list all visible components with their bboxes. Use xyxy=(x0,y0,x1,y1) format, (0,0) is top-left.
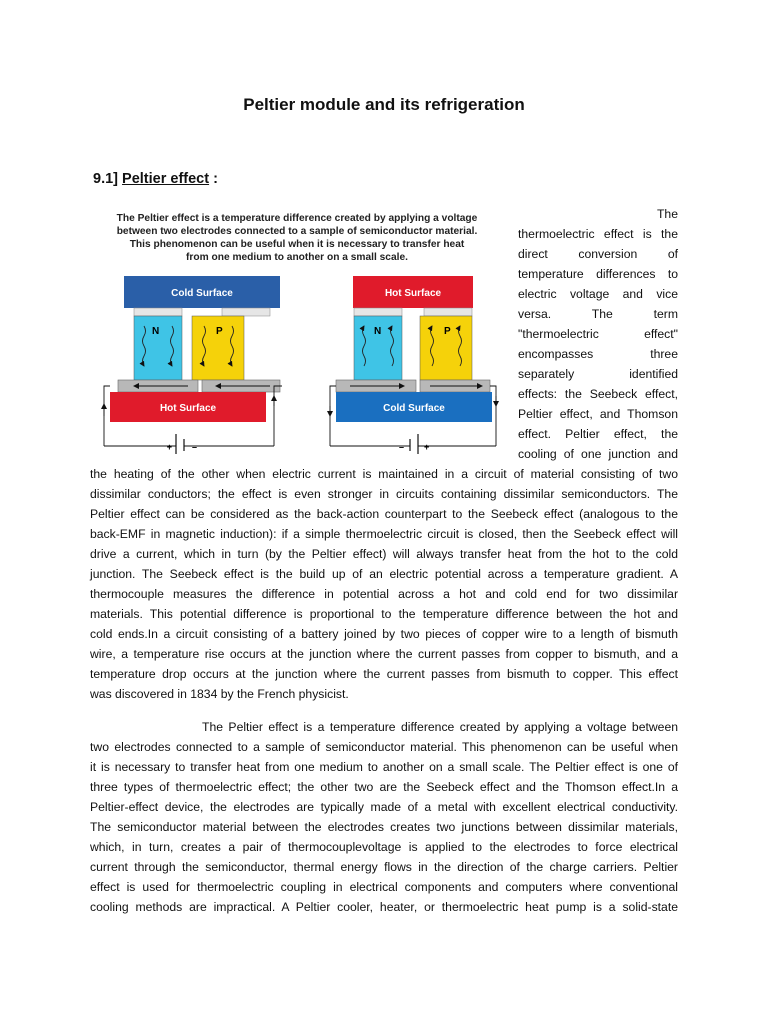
right-n-label: N xyxy=(374,326,382,337)
text-line: direct conversion of xyxy=(518,247,678,261)
text-line: cooling of one junction and xyxy=(518,447,678,461)
left-minus: – xyxy=(192,442,198,452)
text-line: drive a current, which in turn (by the Peltier effect) will always transfer heat from the hot to the cold xyxy=(90,547,678,561)
caption-line: This phenomenon can be useful when it is necessary to transfer heat xyxy=(129,239,465,250)
text-line: The Peltier effect is a temperature difference created by applying a voltage between xyxy=(202,720,678,734)
text-line: The xyxy=(656,207,678,221)
page-title: Peltier module and its refrigeration xyxy=(243,95,525,114)
right-plus: + xyxy=(424,442,430,452)
caption-line: from one medium to another on a small scale. xyxy=(186,252,408,263)
left-plus: + xyxy=(166,442,172,452)
right-top-label: Hot Surface xyxy=(384,288,442,299)
left-p-label: P xyxy=(216,326,223,337)
text-line: Peltier-effect device, the electrodes are typically made of a metal with excellent electrical conductivity. xyxy=(90,800,678,814)
text-line: Peltier effect, and Thomson xyxy=(518,407,678,421)
text-line: cooling methods are impractical. A Peltier cooler, heater, or thermoelectric heat pump is a solid-state xyxy=(90,900,678,914)
text-line: cold ends.In a circuit consisting of a battery joined by two pieces of copper wire to a length of bismuth xyxy=(90,627,678,641)
peltier-figure xyxy=(92,206,502,456)
text-line: versa. The term xyxy=(518,307,678,321)
text-line: effects: the Seebeck effect, xyxy=(518,387,678,401)
left-module xyxy=(104,276,282,454)
paragraph-1 xyxy=(90,464,678,704)
text-line: The semiconductor material between the electrodes creates two junctions between dissimilar materials, xyxy=(90,820,678,834)
caption-line: The Peltier effect is a temperature difference created by applying a voltage xyxy=(116,213,478,224)
text-line: wire, a temperature rise occurs at the junction where the current passes from copper to bismuth, and a xyxy=(90,647,678,661)
text-line: temperature differences to xyxy=(518,267,678,281)
paragraph-2 xyxy=(90,717,678,917)
left-top-label: Cold Surface xyxy=(171,288,233,299)
text-line: materials. This potential difference is proportional to the temperature difference between the hot and xyxy=(90,607,678,621)
text-line: junction. The Seebeck effect is the build up of an electric potential across a temperature gradient. A xyxy=(90,567,678,581)
right-minus: – xyxy=(398,442,404,452)
peltier-diagram xyxy=(92,206,502,456)
right-p-label: P xyxy=(444,326,451,337)
text-line: the heating of the other when electric current is maintained in a circuit of material consisting of two xyxy=(90,467,678,481)
text-line: was discovered in 1834 by the French physicist. xyxy=(90,687,349,701)
section-number: 9.1] xyxy=(93,171,118,187)
text-line: current through the semiconductor, thermal energy flows in the direction of the charge carriers. Peltier xyxy=(90,860,678,874)
text-line: back-EMF in magnetic induction): if a simple thermoelectric circuit is closed, then the Seebeck effect will xyxy=(90,527,678,541)
text-line: three types of thermoelectric effect; the other two are the Seebeck effect and the Thomson effect.In a xyxy=(90,780,678,794)
side-paragraph xyxy=(518,204,678,464)
caption-line: between two electrodes connected to a sample of semiconductor material. xyxy=(116,226,478,237)
right-module xyxy=(330,276,496,454)
text-line: two electrodes connected to a sample of semiconductor material. This phenomenon can be useful when xyxy=(90,740,678,754)
right-bottom-label: Cold Surface xyxy=(383,403,445,414)
section-suffix: : xyxy=(209,171,218,187)
text-line: dissimilar conductors; the effect is even stronger in circuits containing dissimilar semiconductors. The xyxy=(90,487,678,501)
text-line: separately identified xyxy=(518,367,678,381)
text-line: effect. Peltier effect, the xyxy=(518,427,678,441)
text-line: effect is used for thermoelectric coupling in electrical components and computers where conventional xyxy=(90,880,678,894)
text-line: thermocouple measures the difference in potential across a hot and cold end for two dissimilar xyxy=(90,587,678,601)
text-line: it is necessary to transfer heat from one medium to another on a small scale. The Peltier effect is one of xyxy=(90,760,678,774)
left-n-label: N xyxy=(152,326,160,337)
text-line: "thermoelectric effect" xyxy=(518,327,678,341)
text-line: encompasses three xyxy=(518,347,678,361)
text-line: which, in turn, creates a pair of thermocouplevoltage is applied to the electrodes to force electrical xyxy=(90,840,678,854)
text-line: Peltier effect can be considered as the back-action counterpart to the Seebeck effect (analogous to the xyxy=(90,507,678,521)
section-title: Peltier effect xyxy=(122,171,210,187)
section-heading xyxy=(93,171,218,187)
text-line: electric voltage and vice xyxy=(518,287,678,301)
text-line: temperature drop occurs at the junction where the current passes from bismuth to copper. This effect xyxy=(90,667,678,681)
left-bottom-label: Hot Surface xyxy=(159,403,217,414)
text-line: thermoelectric effect is the xyxy=(518,227,678,241)
